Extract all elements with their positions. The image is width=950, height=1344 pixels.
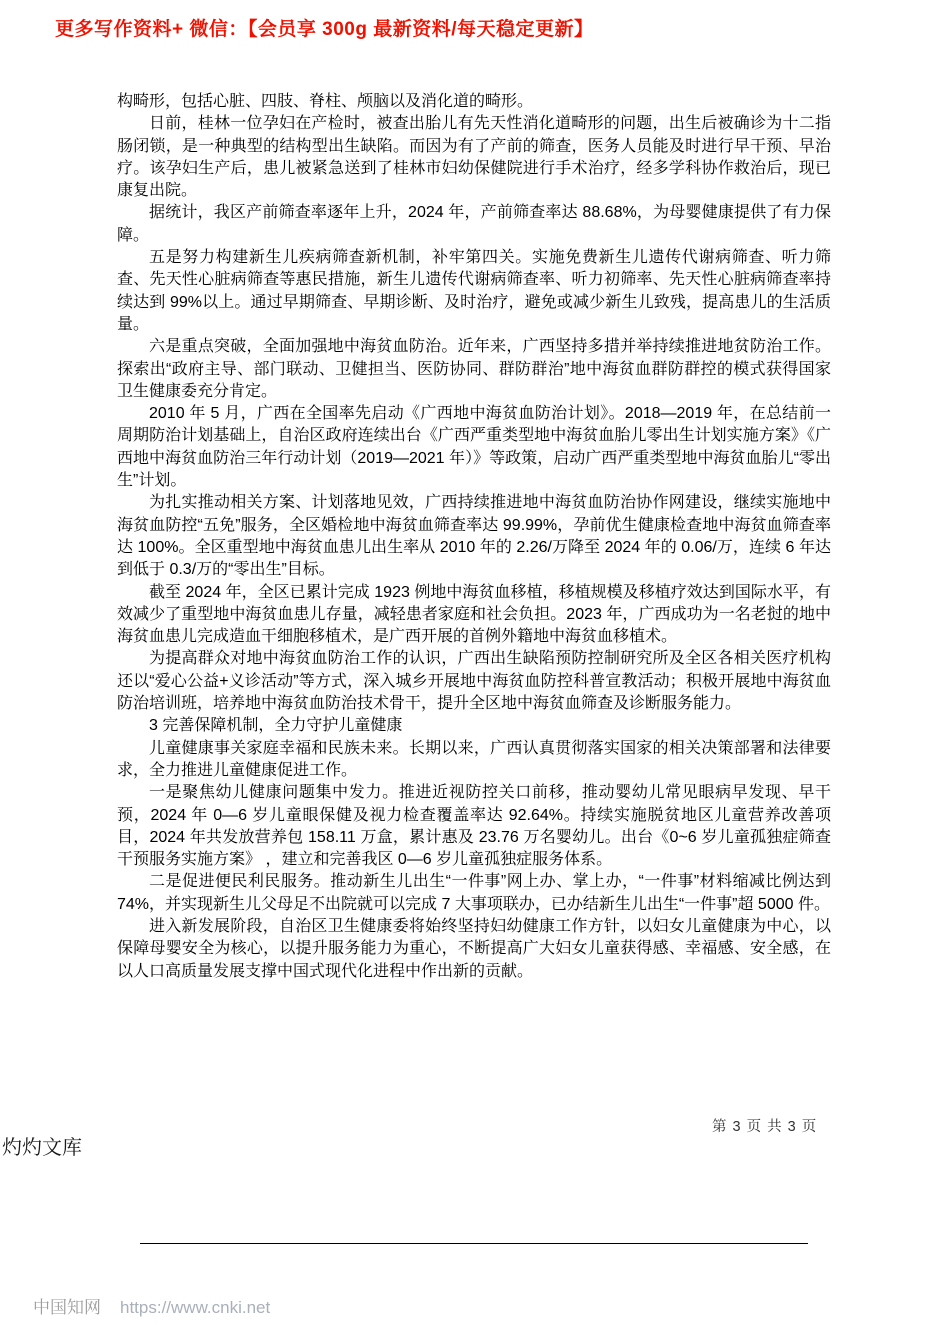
paragraph: 进入新发展阶段，自治区卫生健康委将始终坚持妇幼健康工作方针，以妇女儿童健康为中心，以保障母婴安全为核心，以提升服务能力为重心，不断提高广大妇女儿童获得感、幸福感、安全感，在以人口高质量发展支撑中国式现代化进程中作出新的贡献。 — [117, 917, 831, 980]
paragraph: 2010 年 5 月，广西在全国率先启动《广西地中海贫血防治计划》。2018—2019 年，在总结前一周期防治计划基础上，自治区政府连续出台《广西严重类型地中海贫血胎儿零出生计划实施方案》《广西地中海贫血防治三年行动计划（2019—2021 年）》等政策，启动广西严重类型地中海贫血胎儿“零出生”计划。 — [117, 405, 831, 490]
page-indicator: 第 3 页 共 3 页 — [712, 1119, 818, 1135]
site-footer — [33, 1293, 270, 1318]
promo-header-text: 更多写作资料+ 微信：【会员享 300g 最新资料/每天稳定更新】 — [55, 19, 594, 40]
paragraph: 二是促进便民利民服务。推动新生儿出生“一件事”网上办、掌上办，“一件事”材料缩减比例达到 74%，并实现新生儿父母足不出院就可以完成 7 大事项联办，已办结新生儿出生“一件事”超 5000 件。 — [117, 873, 831, 913]
paragraph: 构畸形，包括心脏、四肢、脊柱、颅脑以及消化道的畸形。 — [117, 93, 534, 110]
paragraph: 一是聚焦幼儿健康问题集中发力。推进近视防控关口前移，推动婴幼儿常见眼病早发现、早干预，2024 年 0—6 岁儿童眼保健及视力检查覆盖率达 92.64%。持续实施脱贫地区儿童营养改善项目，2024 年共发放营养包 158.11 万盒，累计惠及 23.76 万名婴幼儿。出台《0~6 岁儿童孤独症筛查干预服务实施方案》 ，建立和完善我区 0—6 岁儿童孤独症服务体系。 — [117, 784, 831, 869]
paragraph: 儿童健康事关家庭幸福和民族未来。长期以来，广西认真贯彻落实国家的相关决策部署和法律要求，全力推进儿童健康促进工作。 — [117, 739, 831, 779]
paragraph: 为提高群众对地中海贫血防治工作的认识，广西出生缺陷预防控制研究所及全区各相关医疗机构还以“爱心公益+义诊活动”等方式，深入城乡开展地中海贫血防控科普宣教活动；积极开展地中海贫血防治培训班，培养地中海贫血防治技术骨干，提升全区地中海贫血筛查及诊断服务能力。 — [117, 650, 831, 713]
paragraph: 五是努力构建新生儿疾病筛查新机制，补牢第四关。实施免费新生儿遗传代谢病筛查、听力筛查、先天性心脏病筛查等惠民措施，新生儿遗传代谢病筛查率、听力初筛率、先天性心脏病筛查率持续达到 99%以上。通过早期筛查、早期诊断、及时治疗，避免或减少新生儿致残，提高患儿的生活质量。 — [117, 249, 831, 333]
library-name: 灼灼文库 — [2, 1137, 82, 1159]
paragraph: 据统计，我区产前筛查率逐年上升，2024 年，产前筛查率达 88.68%，为母婴健康提供了有力保障。 — [117, 204, 831, 244]
paragraph: 日前，桂林一位孕妇在产检时，被查出胎儿有先天性消化道畸形的问题，出生后被确诊为十二指肠闭锁，是一种典型的结构型出生缺陷。而因为有了产前的筛查，医务人员能及时进行早干预、早治疗。该孕妇生产后，患儿被紧急送到了桂林市妇幼保健院进行手术治疗，经多学科协作救治后，现已康复出院。 — [117, 115, 831, 200]
site-name: 中国知网 — [33, 1298, 101, 1317]
paragraph: 为扎实推动相关方案、计划落地见效，广西持续推进地中海贫血防治协作网建设，继续实施地中海贫血防控“五免”服务，全区婚检地中海贫血筛查率达 99.99%，孕前优生健康检查地中海贫血筛查率达 100%。全区重型地中海贫血患儿出生率从 2010 年的 2.26/万降至 2024 年的 0.06/万，连续 6 年达到低于 0.3/万的“零出生”目标。 — [117, 494, 831, 579]
paragraph: 六是重点突破，全面加强地中海贫血防治。近年来，广西坚持多措并举持续推进地贫防治工作。探索出“政府主导、部门联动、卫健担当、医防协同、群防群治”地中海贫血群防群控的模式获得国家卫生健康委充分肯定。 — [117, 338, 831, 400]
document-body — [117, 91, 831, 983]
paragraph: 截至 2024 年，全区已累计完成 1923 例地中海贫血移植，移植规模及移植疗效达到国际水平，有效减少了重型地中海贫血患儿存量，减轻患者家庭和社会负担。2023 年，广西成功为一名老挝的地中海贫血患儿完成造血干细胞移植术，是广西开展的首例外籍地中海贫血移植术。 — [117, 583, 831, 646]
paragraph: 3 完善保障机制，全力守护儿童健康 — [149, 717, 403, 735]
footer-divider-line — [140, 1243, 808, 1244]
site-url: https://www.cnki.net — [120, 1298, 271, 1317]
